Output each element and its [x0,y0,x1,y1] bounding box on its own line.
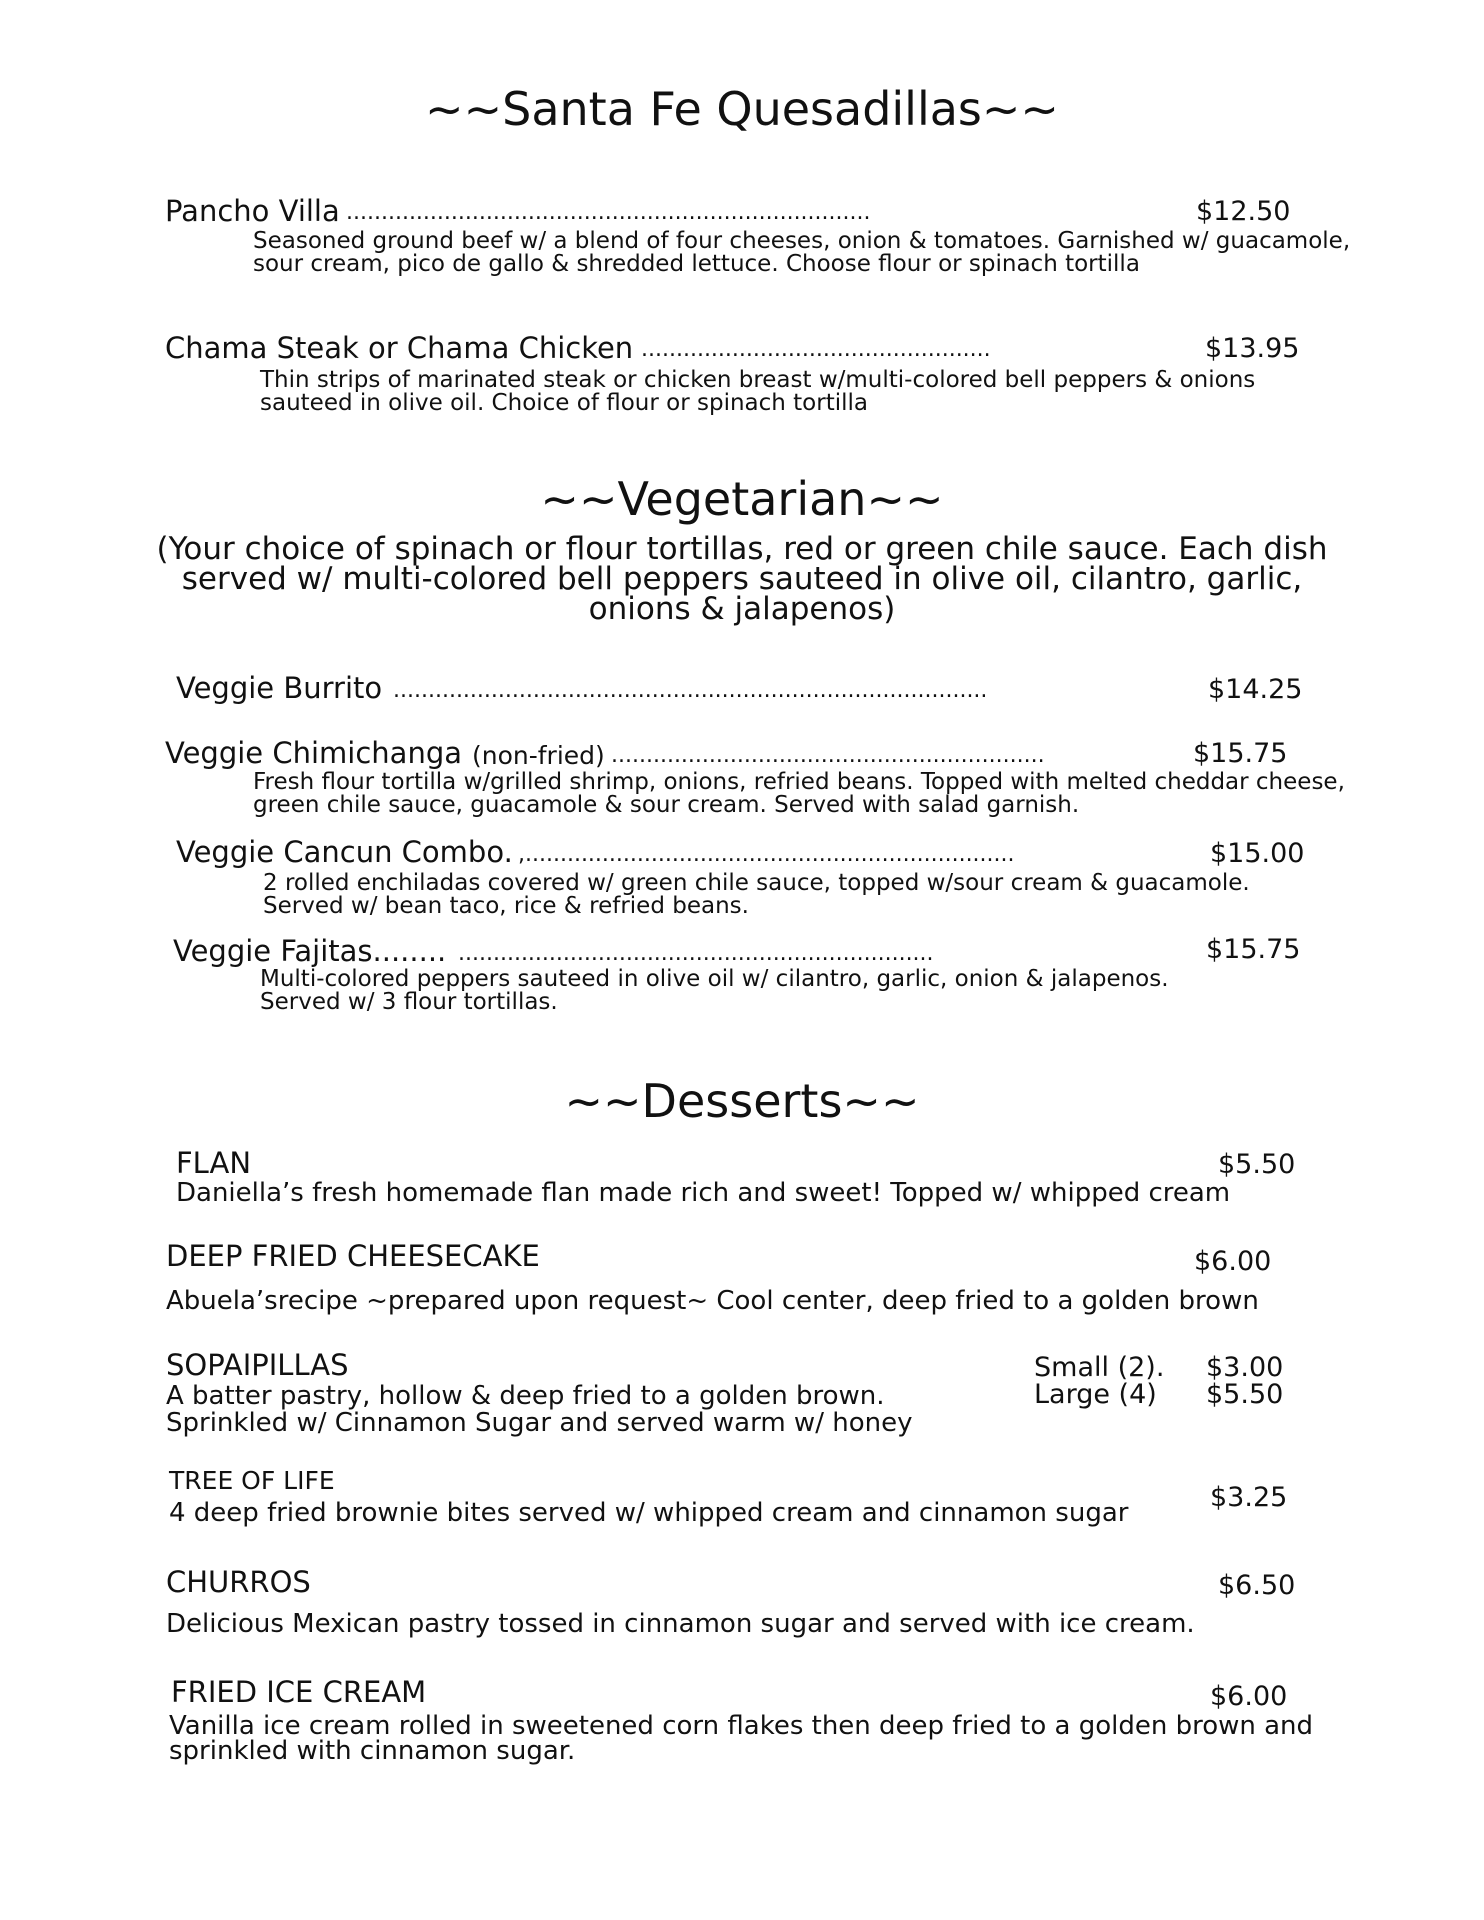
leader-dots: .............................................................. [611,743,1045,768]
leader-dots: .................................................. [641,337,991,362]
menu-item-description: sauteed in olive oil. Choice of flour or spinach tortilla [260,390,868,416]
menu-item-description: Abuela’srecipe ~prepared upon request~ Cool center, deep fried to a golden brown [166,1286,1259,1316]
menu-item-name: Veggie Cancun Combo. [176,835,513,869]
menu-item-description: Vanilla ice cream rolled in sweetened corn flakes then deep fried to a golden brown and [169,1711,1314,1741]
menu-item-price: $6.00 [1194,1246,1272,1277]
menu-item-size: Small (2). [1034,1352,1165,1383]
menu-item-description: sour cream, pico de gallo & shredded lettuce. Choose flour or spinach tortilla [253,251,1140,277]
menu-item-name: Pancho Villa [165,194,340,228]
menu-item-description: Served w/ 3 flour tortillas. [260,989,558,1015]
menu-item-description: sprinkled with cinnamon sugar. [169,1736,576,1766]
menu-item-price: $15.75 [1193,738,1288,769]
menu-item-size: Large (4) [1034,1379,1157,1410]
menu-item-description: Fresh flour tortilla w/grilled shrimp, onions, refried beans. Topped with melted cheddar cheese, [253,769,1345,795]
menu-item-note: (non-fried) [472,741,605,770]
menu-item-description: Thin strips of marinated steak or chicken breast w/multi-colored bell peppers & onions [260,367,1256,393]
leader-dots: ........................................................................... [346,200,871,225]
menu-item-name: DEEP FRIED CHEESECAKE [166,1239,540,1273]
menu-item-price: $6.50 [1218,1570,1296,1601]
menu-item-name: TREE OF LIFE [169,1466,335,1495]
menu-item-price: $3.00 [1206,1352,1284,1383]
menu-item-description: Served w/ bean taco, rice & refried beans. [263,893,749,919]
menu-item-price: $15.75 [1206,934,1301,965]
menu-item-price: $13.95 [1205,333,1300,364]
vegetarian-intro: (Your choice of spinach or flour tortillas, red or green chile sauce. Each dish [156,531,1328,567]
vegetarian-heading: ~~Vegetarian~~ [540,472,944,526]
desserts-heading: ~~Desserts~~ [564,1074,920,1128]
vegetarian-intro: onions & jalapenos) [588,591,896,627]
menu-item-price: $15.00 [1210,838,1305,869]
menu-item-description: 4 deep fried brownie bites served w/ whipped cream and cinnamon sugar [169,1498,1129,1528]
vegetarian-intro: served w/ multi-colored bell peppers sauteed in olive oil, cilantro, garlic, [181,561,1303,597]
menu-item-name: FRIED ICE CREAM [171,1675,427,1709]
menu-item-name: Chama Steak or Chama Chicken [165,331,634,365]
menu-item-name: FLAN [176,1146,252,1180]
menu-item-price: $5.50 [1218,1149,1296,1180]
menu-item-price: $6.00 [1210,1681,1288,1712]
menu-item-price: $5.50 [1206,1379,1284,1410]
menu-item-description: Sprinkled w/ Cinnamon Sugar and served warm w/ honey [166,1408,913,1438]
menu-item-name: CHURROS [166,1565,311,1599]
leader-dots: .................................................................... [458,941,934,966]
menu-item-description: Daniella’s fresh homemade flan made rich and sweet! Topped w/ whipped cream [176,1178,1231,1208]
leader-dots: ,...................................................................... [518,842,1015,867]
menu-item-name: Veggie Burrito [176,671,383,705]
menu-item-price: $14.25 [1208,674,1303,705]
quesadillas-heading: ~~Santa Fe Quesadillas~~ [425,82,1059,136]
menu-item-name: Veggie Fajitas........ [173,934,447,968]
menu-item-description: green chile sauce, guacamole & sour cream. Served with salad garnish. [253,792,1080,818]
leader-dots: ..................................................................................... [393,678,988,703]
menu-item-price: $12.50 [1196,196,1291,227]
menu-item-description: Delicious Mexican pastry tossed in cinnamon sugar and served with ice cream. [166,1609,1195,1639]
menu-item-description: Multi-colored peppers sauteed in olive oil w/ cilantro, garlic, onion & jalapenos. [260,966,1169,992]
menu-item-name: SOPAIPILLAS [166,1348,349,1382]
menu-item-name: Veggie Chimichanga [165,736,463,770]
menu-item-description: A batter pastry, hollow & deep fried to a golden brown. [166,1381,885,1411]
menu-item-description: 2 rolled enchiladas covered w/ green chile sauce, topped w/sour cream & guacamole. [263,870,1250,896]
menu-item-price: $3.25 [1210,1482,1288,1513]
menu-item-description: Seasoned ground beef w/ a blend of four cheeses, onion & tomatoes. Garnished w/ guacamole, [253,228,1351,254]
